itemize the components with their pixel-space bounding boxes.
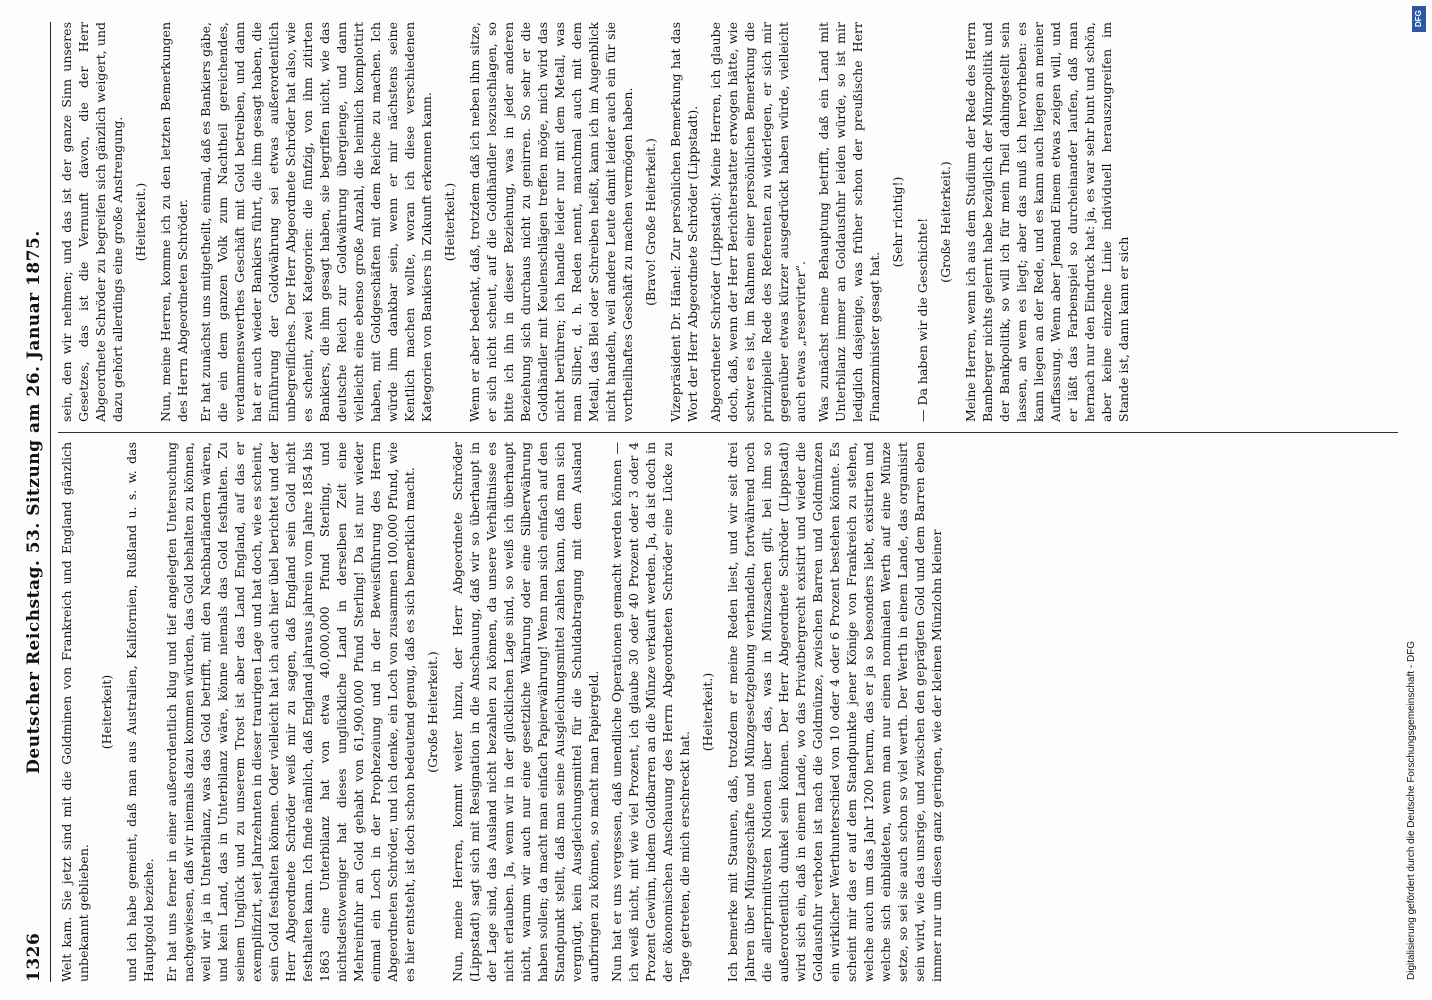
stage-direction: (Bravo! Große Heiterkeit.)	[643, 138, 658, 306]
paragraph: Was zunächst meine Behauptung betrifft, daß ein Land mit Unterbilanz immer an Goldausfuhr leiden würde, so ist mir lediglich dasjenige, was früher schon der preußische Herr Finanzminister gesagt hat.	[816, 22, 882, 422]
stage-direction: (Große Heiterkeit.)	[938, 161, 953, 283]
paragraph: Abgeordneter Schröder (Lippstadt): Meine Herren, ich glaube doch, daß, wenn der Herr Berichterstatter erwogen hätte, wie schwer es ist, im Rahmen einer persönlichen Bemerkung die prinzipielle Rede des Referenten zu widerlegen, er sich mir gegenüber etwas kürzer ausgedrückt haben würde, vielleicht auch etwas „reservirter“.	[708, 22, 808, 422]
paragraph: Wenn er aber bedenkt, daß, trotzdem daß ich neben ihm sitze, er sich nicht scheut, auf die Goldhändler loszuschlagen, so bitte ich ihn in dieser Beziehung, was in jeder anderen Beziehung sich durchaus nicht zu genirren. So sehr er die Goldhändler mit Keulenschlägen treffen möge, mich wird das nicht berühren; ich handle leider nur mit dem Metall, was man Silber, d. h. Reden nennt, manchmal auch mit dem Metall, das Blei oder Schreiben heißt, kann ich im Augenblick nicht handeln, weil andere Leute damit leider auch ein für sie vortheilhaftes Geschäft zu machen vermögen haben.	[467, 22, 635, 422]
paragraph: — Da haben wir die Geschichte!	[915, 217, 930, 422]
paragraph: Er hat uns ferner in einer außerordentlich klug und tief angelegten Untersuchung nachgewiesen, daß wir niemals dazu kommen würden, das Gold behalten zu können, weil wir ja in Unterbilanz, was das Gold betrifft, mit den Nachbarländern wären, und kein Land, das in Unterbilanz wäre, könne niemals das Gold festhalten. Zu seinem Unglück und zu unserem Trost ist aber das Land England, auf das er exemplifizirt, seit Jahrzehnten in dieser traurigen Lage und hat doch, wie es scheint, sein Gold festhalten können. Oder vielleicht hat ich auch hier übel berichtet und der Herr Abgeordnete Schröder weiß mir zu sagen, daß England sein Gold nicht festhalten kann. Ich finde nämlich, daß England jahraus jahrein vom Jahre 1854 bis 1863 eine Unterbilanz hat von etwa 40,000,000 Pfund Sterling, und nichtsdestoweniger hat dieses unglückliche Land in derselben Zeit eine Mehreinfuhr an Gold gehabt von 61,900,000 Pfund Sterling! Da ist nur wieder einmal ein Loch in der Prophezeiung und in der Beweisführung des Herrn Abgeordneten Schröder, und ich denke, ein Loch von zusammen 100,000 Pfund, wie es hier entsteht, ist doch schon bedeutend genug, daß es sich bemerklich macht.	[164, 442, 417, 982]
page-number: 1326	[24, 932, 44, 982]
stage-direction: (Große Heiterkeit.)	[425, 651, 440, 773]
text-columns	[58, 22, 1398, 982]
stage-direction: (Heiterkeit)	[99, 674, 114, 750]
digitization-credit-text: Digitalisierung gefördert durch die Deutsche Forschungsgemeinschaft - DFG	[1406, 640, 1417, 980]
paragraph: Meine Herren, wenn ich aus dem Studium der Rede des Herrn Bamberger nichts gelernt habe bezüglich der Münzpolitik und der Bankpolitik, so will ich für mein Theil dahingestellt sein lassen, an wem es liegt; aber das muß ich hervorheben: es kann liegen an der Rede, und es kann auch liegen an meiner Auffassung. Wenn aber Jemand Einem etwas zeigen will, und er läßt das Farbenspiel so durcheinander laufen, daß man hernach nur den Eindruck hat: ja, es war sehr bunt und schön, aber keine einzelne Linie individuell herauszugreifen im Stande ist, dann kann er sich	[963, 22, 1131, 422]
stage-direction: (Sehr richtig!)	[890, 176, 905, 268]
stage-direction: (Heiterkeit.)	[442, 182, 457, 262]
stage-direction: (Heiterkeit.)	[133, 182, 148, 262]
right-column	[58, 22, 1398, 422]
paragraph: und ich habe gemeint, daß man aus Australien, Kalifornien, Rußland u. s. w. das Hauptgold beziehe.	[124, 442, 156, 982]
paragraph: Nun hat er uns vergessen, daß unendliche Operationen gemacht werden können — ich weiß nicht, mit wie viel Prozent, ich glaube 30 oder 40 Prozent oder 3 oder 4 Prozent Gewinn, indem Goldbarren an die Münze verkauft werden. Ja, da ist doch in der ökonomischen Anschauung des Herrn Abgeordneten Schröder eine Lücke zu Tage getreten, die mich erschreckt hat.	[609, 442, 692, 982]
paragraph: Nun, meine Herren, komme ich zu den letzten Bemerkungen des Herrn Abgeordneten Schröder.	[158, 22, 190, 422]
paragraph: Er hat zunächst uns mitgetheilt, einmal, daß es Bankiers gäbe, die ein dem ganzen Volk zum Nachtheil gereichendes, verdammenswerthes Geschäft mit Gold betreiben, und dann hat er auch wieder Bankiers führt, die ihm gesagt haben, die Einführung der Goldwährung sei etwas außerordentlich unbegreifliches. Der Herr Abgeordnete Schröder hat also, wie es scheint, zwei Kategorien: die fünfzig, von ihm zitirten Bankiers, die ihm gesagt haben, sie begriffen nicht, wie das deutsche Reich zur Goldwährung übergienge, und dann vielleicht eine ebenso große Anzahl, die heimlich komplottirt haben, mit Goldgeschäften mit dem Reiche zu machen. Ich würde ihm dankbar sein, wenn er mir nächstens seine Kentlich machen wollte, woran ich diese verschiedenen Kategorien von Bankiers in Zukunft erkennen kann.	[198, 22, 434, 422]
page-title: Deutscher Reichstag. 53. Sitzung am 26. Januar 1875.	[24, 230, 44, 774]
paragraph: Nun, meine Herren, kommt weiter hinzu, der Herr Abgeordnete Schröder (Lippstadt) sagt sich mit Resignation in die Anschauung, daß wir so überhaupt in der Lage sind, das Ausland nicht bezahlen zu können, da unsere Verhältnisse es nicht erlauben. Ja, wenn wir in der glücklichen Lage sind, so weiß ich überhaupt nicht, warum wir auch nur eine gesetzliche Währung oder eine Silberwährung haben sollen; da macht man einfach Papierwährung! Wenn man sich einfach auf den Standpunkt stellt, daß man seine Ausgleichungsmittel zahlen kann, daß man sich vergnügt, kein Ausgleichungsmittel für die Schuldabtragung mit dem Ausland aufbringen zu können, so macht man Papiergeld.	[450, 442, 601, 982]
left-column	[58, 442, 1398, 982]
paragraph: Welt kam. Sie jetzt sind mit die Goldminen von Frankreich und England gänzlich unbekannt geblieben.	[59, 442, 91, 982]
page-header	[20, 22, 51, 982]
rotated-page-content	[20, 22, 1400, 982]
dfg-logo-icon: DFG	[1412, 6, 1426, 32]
paragraph: Ich bemerke mit Staunen, daß, trotzdem er meine Reden liest, und wir seit drei Jahren über Münzgeschäfte und Münzgesetzgebung verhandeln, fortwährend noch die allerprimitivsten Notionen über das, was in Münzsachen gilt, bei ihm so außerordentlich dunkel sein können. Der Herr Abgeordnete Schröder (Lippstadt) wird sich ein, daß in einem Lande, wo das Privatbergrecht existirt und wieder die Goldausfuhr verboten ist nach die Goldmünze, zwischen Barren und Goldmünzen ein wirklicher Werthunterschied von 10 oder 4 oder 6 Prozent bestehen könnte. Es scheint mir das er auf dem Standpunkte jener Könige von Frankreich zu stehen, welche auch um das Jahr 1200 herum, das er ja so besonders liebt, existirten und welche sich einbildeten, wenn man nur einen nominalen Werth auf eine Münze setze, so sei sie auch schon so viel werth. Der Werth in einem Lande, das organisirt sein wird, wie das unsrige, und zwischen den geprägten Gold und dem Barren eben immer nur um diesen ganz geringen, wie der kleinen Münzlohn kleiner	[725, 442, 944, 982]
digitization-credit	[1398, 20, 1426, 980]
paragraph: Vizepräsident Dr. Hänel: Zur persönlichen Bemerkung hat das Wort der Herr Abgeordnete Schröder (Lippstadt).	[668, 22, 700, 422]
stage-direction: (Heiterkeit.)	[700, 672, 715, 752]
paragraph: sein, den wir nehmen; und das ist der ganze Sinn unseres Gesetzes, das ist die Vernunft davon, die der Herr Abgeordnete Schröder zu begreifen sich gänzlich weigert, und dazu gehört allerdings eine große Anstrengung.	[59, 22, 125, 422]
